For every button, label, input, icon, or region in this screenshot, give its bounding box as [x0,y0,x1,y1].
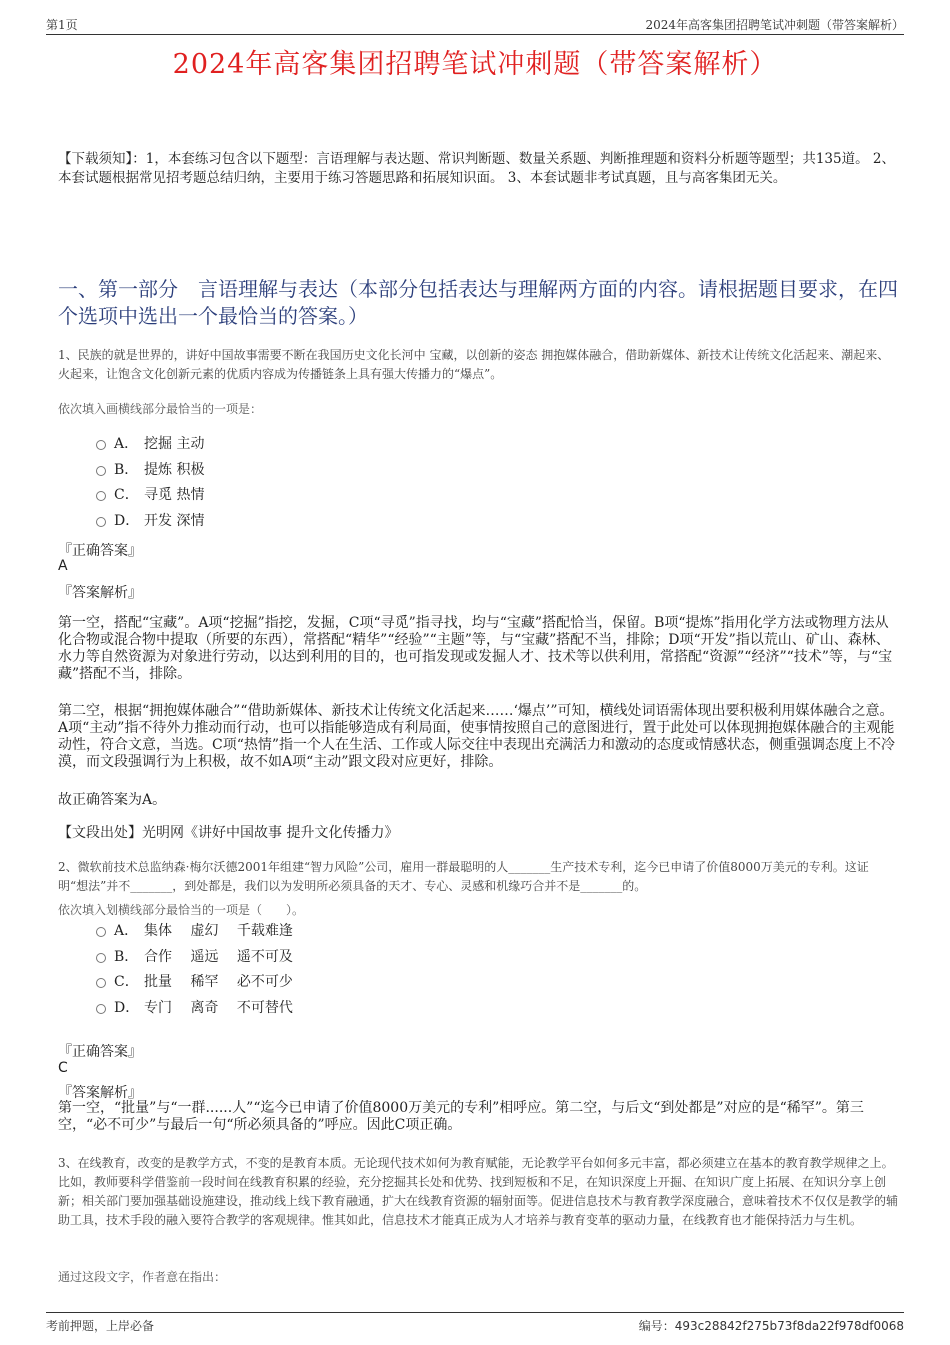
document-title: 2024年高客集团招聘笔试冲刺题（带答案解析） [172,49,778,80]
page-footer [46,1312,904,1337]
radio-icon[interactable] [96,491,106,501]
radio-icon[interactable] [96,440,106,450]
question-3-stem: 3、在线教育，改变的是教学方式，不变的是教育本质。无论现代技术如何为教育赋能，无论教学平台如何多元丰富，都必须建立在基本的教育教学规律之上。比如，教师要科学借鉴前一段时间在线教育积累的经验，充分挖掘其长处和优势、找到短板和不足，在知识深度上开掘、在知识广度上拓展、在知识分享上创新；相关部门要加强基础设施建设，推动线上线下教育融通，扩大在线教育资源的辐射面等。促进信息技术与教育教学深度融合，意味着技术不仅仅是教学的辅助工具，技术手段的融入要符合教学的客观规律。惟其如此，信息技术才能真正成为人才培养与教育变革的驱动力量，在线教育也才能保持活力与生机。 [58,1156,899,1227]
document-id: 编号：493c28842f275b73f8da22f978df0068 [638,1319,904,1333]
radio-icon[interactable] [96,953,106,963]
analysis-paragraph: 第一空，“批量”与“一群......人”“迄今已申请了价值8000万美元的专利”相呼应。第二空，与后文“到处都是”对应的是“稀罕”。第三空，“必不可少”与最后一句“所必须具备的”呼应。因此C项正确。 [58,1100,864,1133]
option-d[interactable]: D． 开发 深情 [96,509,204,535]
header-doc-title: 2024年高客集团招聘笔试冲刺题（带答案解析） [645,18,904,32]
option-b[interactable]: B． 提炼 积极 [96,458,204,484]
text-source: 【文段出处】光明网《讲好中国故事 提升文化传播力》 [58,825,399,841]
download-notice: 【下载须知】：1，本套练习包含以下题型：言语理解与表达题、常识判断题、数量关系题、判断推理题和资料分析题等题型；共135道。 2、本套试题根据常见招考题总结归纳，主要用于练习答题思路和拓展知识面。 3、本套试题非考试真题，且与高客集团无关。 [58,151,895,186]
answer-value: A [58,558,68,574]
footer-slogan: 考前押题，上岸必备 [46,1319,155,1333]
option-c[interactable]: C． 批量 稀罕 必不可少 [96,970,293,996]
answer-label: 『正确答案』 [58,1044,142,1060]
question-3-prompt: 通过这段文字，作者意在指出： [58,1270,227,1284]
page-header [46,14,904,35]
option-b[interactable]: B． 合作 遥远 遥不可及 [96,945,293,971]
radio-icon[interactable] [96,517,106,527]
radio-icon[interactable] [96,466,106,476]
option-a[interactable]: A． 挖掘 主动 [96,432,204,458]
option-c[interactable]: C． 寻觅 热情 [96,483,204,509]
answer-value: C [58,1060,68,1076]
analysis-label: 『答案解析』 [58,1085,142,1101]
question-2-stem: 2、微软前技术总监纳森·梅尔沃德2001年组建“智力风险”公司，雇用一群最聪明的人_______生产技术专利，迄今已申请了价值8000万美元的专利。这证明“想法”并不_______，到处都是，我们以为发明所必须具备的天才、专心、灵感和机缘巧合并不是_______的。 [58,860,869,893]
radio-icon[interactable] [96,978,106,988]
question-2-options [96,919,293,1021]
question-2-prompt: 依次填入划横线部分最恰当的一项是（ ）。 [58,903,305,917]
question-1-prompt: 依次填入画横线部分最恰当的一项是： [58,402,263,416]
question-1-stem: 1、民族的就是世界的，讲好中国故事需要不断在我国历史文化长河中 宝藏，以创新的姿态 拥抱媒体融合，借助新媒体、新技术让传统文化活起来、潮起来、火起来，让饱含文化创新元素的优质内容成为传播链条上具有强大传播力的“爆点”。 [58,348,890,381]
analysis-label: 『答案解析』 [58,585,142,601]
option-d[interactable]: D． 专门 离奇 不可替代 [96,996,293,1022]
question-1-options [96,432,204,534]
answer-label: 『正确答案』 [58,543,142,559]
radio-icon[interactable] [96,927,106,937]
option-a[interactable]: A． 集体 虚幻 千载难逢 [96,919,293,945]
answer-conclusion: 故正确答案为A。 [58,792,167,808]
analysis-paragraph-2: 第二空，根据“拥抱媒体融合”“借助新媒体、新技术让传统文化活起来……‘爆点’”可知，横线处词语需体现出要积极利用媒体融合之意。A项“主动”指不待外力推动而行动，也可以指能够造成有利局面，使事情按照自己的意图进行，置于此处可以体现拥抱媒体融合的主观能动性，符合文意，当选。C项“热情”指一个人在生活、工作或人际交往中表现出充满活力和激动的态度或情感状态，侧重强调态度上不冷漠，而文段强调行为上积极，故不如A项“主动”跟文段对应更好，排除。 [58,703,896,770]
page-number: 第1页 [46,18,78,32]
analysis-paragraph-1: 第一空，搭配“宝藏”。A项“挖掘”指挖，发掘，C项“寻觅”指寻找，均与“宝藏”搭配恰当，保留。B项“提炼”指用化学方法或物理方法从化合物或混合物中提取（所要的东西），常搭配“精华”“经验”“主题”等，与“宝藏”搭配不当，排除；D项“开发”指以荒山、矿山、森林、水力等自然资源为对象进行劳动，以达到利用的目的，也可指发现或发掘人才、技术等以供利用，常搭配“资源”“经济”“技术”等，与“宝藏”搭配不当，排除。 [58,615,893,682]
section-heading: 一、第一部分 言语理解与表达（本部分包括表达与理解两方面的内容。请根据题目要求，在四个选项中选出一个最恰当的答案。） [58,277,898,328]
radio-icon[interactable] [96,1004,106,1014]
